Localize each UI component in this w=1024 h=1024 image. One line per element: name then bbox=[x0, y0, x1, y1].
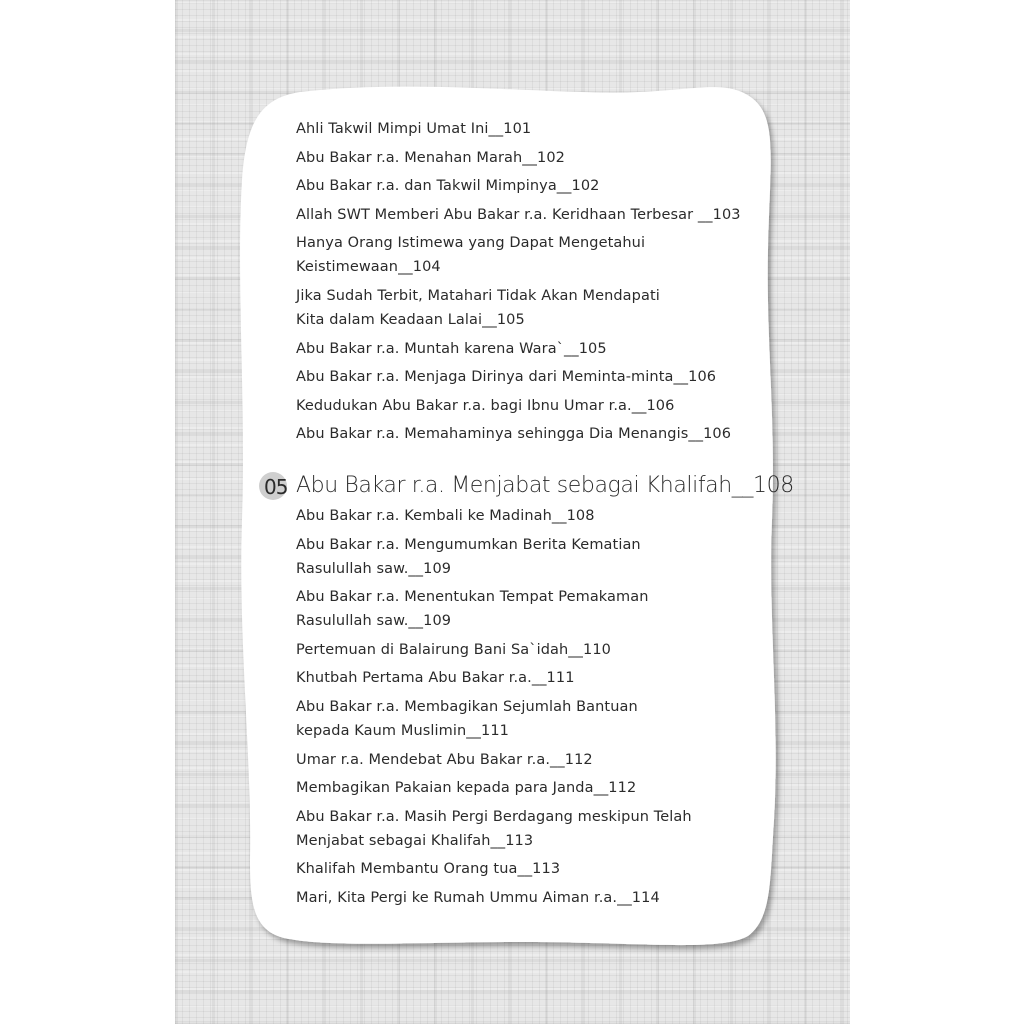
toc-entry-line: Allah SWT Memberi Abu Bakar r.a. Keridhaan Terbesar __103 bbox=[296, 206, 741, 223]
toc-entry-line: Pertemuan di Balairung Bani Sa`idah__110 bbox=[296, 641, 611, 658]
toc-entry-line: Abu Bakar r.a. Menjaga Dirinya dari Meminta-minta__106 bbox=[296, 369, 717, 386]
toc-entry bbox=[296, 748, 593, 772]
toc-entry bbox=[296, 422, 731, 446]
toc-entry-line: Abu Bakar r.a. dan Takwil Mimpinya__102 bbox=[296, 178, 600, 195]
toc-entry bbox=[296, 666, 575, 690]
toc-entry bbox=[296, 886, 660, 910]
toc-entry-line: Jika Sudah Terbit, Matahari Tidak Akan Mendapati bbox=[296, 288, 660, 304]
toc-entry bbox=[296, 203, 741, 227]
toc-entry bbox=[296, 284, 660, 332]
toc-entry-line: Abu Bakar r.a. Membagikan Sejumlah Bantuan bbox=[296, 699, 638, 715]
toc-entry bbox=[296, 857, 560, 881]
toc-entry bbox=[296, 117, 531, 141]
toc-entry bbox=[296, 146, 565, 170]
toc-entry-line: Ahli Takwil Mimpi Umat Ini__101 bbox=[296, 121, 532, 137]
toc-entry-line: Abu Bakar r.a. Masih Pergi Berdagang meskipun Telah bbox=[296, 808, 692, 825]
toc-entry-line: Membagikan Pakaian kepada para Janda__112 bbox=[296, 780, 637, 797]
toc-entry-line: Abu Bakar r.a. Muntah karena Wara`__105 bbox=[296, 340, 607, 357]
toc-entry-line: Abu Bakar r.a. Memahaminya sehingga Dia Menangis__106 bbox=[296, 426, 732, 443]
toc-entry-line: Umar r.a. Mendebat Abu Bakar r.a.__112 bbox=[296, 751, 593, 768]
toc-entry-line: Abu Bakar r.a. Mengumumkan Berita Kematian bbox=[296, 536, 641, 553]
toc-entry bbox=[296, 174, 599, 198]
toc-entry-line: Khutbah Pertama Abu Bakar r.a.__111 bbox=[296, 670, 575, 687]
toc-entry-line: Abu Bakar r.a. Kembali ke Madinah__108 bbox=[296, 508, 595, 524]
toc-entry-line: Hanya Orang Istimewa yang Dapat Mengetahui bbox=[296, 235, 646, 252]
toc-entry bbox=[296, 504, 595, 528]
toc-entry-line: Rasulullah saw.__109 bbox=[296, 613, 452, 630]
toc-entry bbox=[296, 695, 638, 743]
toc-entry-line: Abu Bakar r.a. Menentukan Tempat Pemakaman bbox=[296, 589, 649, 606]
toc-entry bbox=[296, 533, 641, 581]
toc-entry-line: Keistimewaan__104 bbox=[296, 259, 441, 276]
toc-entry bbox=[296, 638, 611, 662]
toc-entry bbox=[296, 585, 649, 633]
toc-entry-line: Rasulullah saw.__109 bbox=[296, 560, 452, 577]
toc-entry bbox=[296, 231, 645, 279]
toc-entry-line: Khalifah Membantu Orang tua__113 bbox=[296, 861, 561, 878]
toc-entry bbox=[296, 394, 674, 418]
toc-entry bbox=[296, 776, 636, 800]
toc-entry-line: Kita dalam Keadaan Lalai__105 bbox=[296, 312, 525, 328]
toc-entry bbox=[296, 365, 716, 389]
toc-entry-line: Kedudukan Abu Bakar r.a. bagi Ibnu Umar r.a.__106 bbox=[296, 397, 675, 414]
toc-entry bbox=[296, 337, 607, 361]
toc-entry-line: Menjabat sebagai Khalifah__113 bbox=[296, 832, 534, 849]
chapter-number: 05 bbox=[264, 475, 288, 499]
toc-entry-line: Abu Bakar r.a. Menahan Marah__102 bbox=[296, 149, 565, 166]
toc-entry-line: Mari, Kita Pergi ke Rumah Ummu Aiman r.a.__114 bbox=[296, 890, 660, 906]
toc-entry-line: kepada Kaum Muslimin__111 bbox=[296, 723, 509, 739]
toc-entry bbox=[296, 805, 692, 853]
chapter-title: Abu Bakar r.a. Menjabat sebagai Khalifah__108 bbox=[296, 473, 794, 498]
